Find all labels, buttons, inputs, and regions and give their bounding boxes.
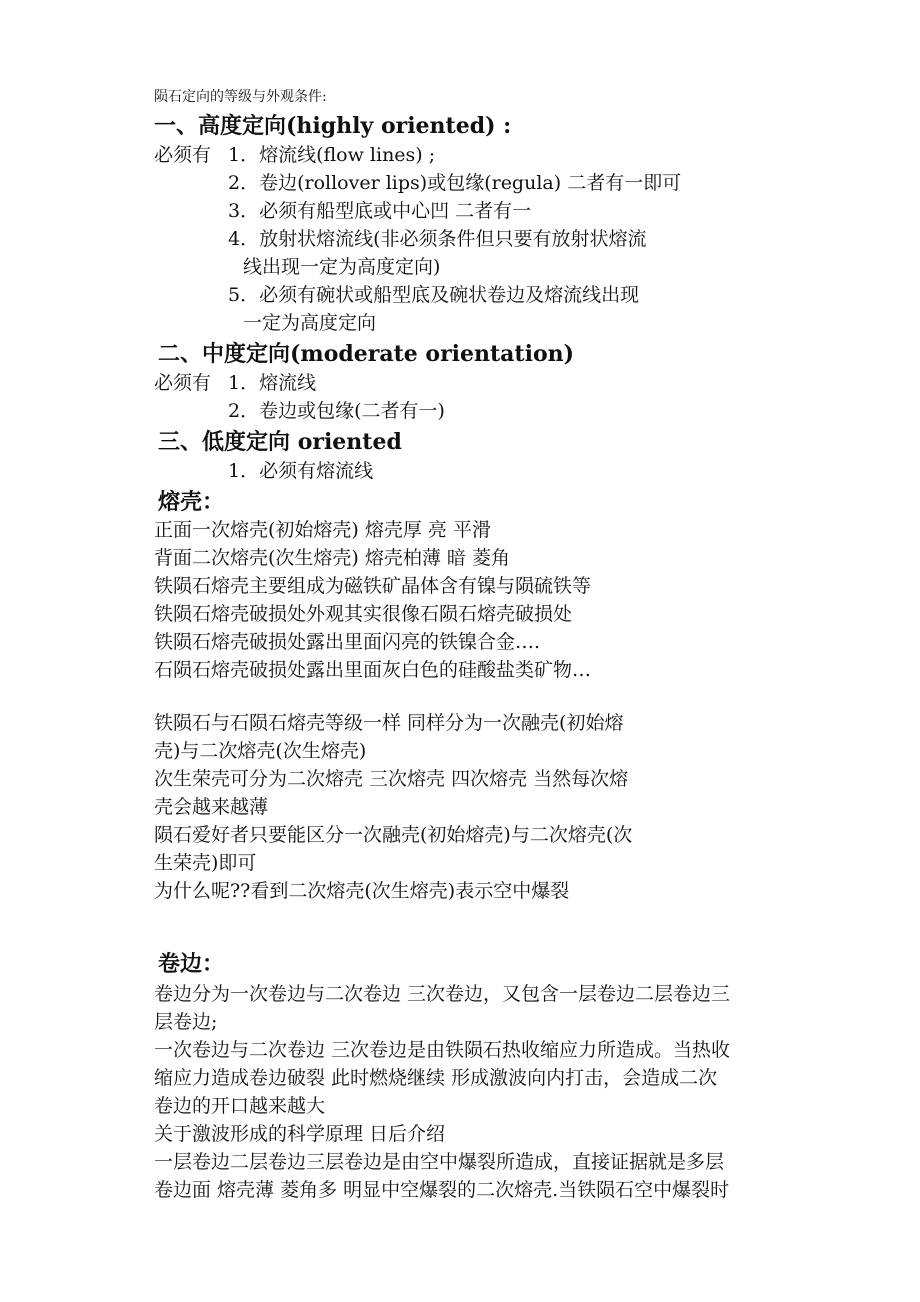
heading-highly-oriented: 一、高度定向(highly oriented) :	[154, 113, 512, 139]
crust-para-line-1: 铁陨石与石陨石熔壳等级一样 同样分为一次融壳(初始熔	[154, 712, 624, 734]
lip-line-3: 一次卷边与二次卷边 三次卷边是由铁陨石热收缩应力所造成。当热收	[154, 1039, 731, 1061]
s1-item-5: 5．必须有碗状或船型底及碗状卷边及熔流线出现	[228, 284, 640, 306]
crust-para-line-7: 为什么呢??看到二次熔壳(次生熔壳)表示空中爆裂	[154, 880, 570, 902]
s2-item-1: 1．熔流线	[228, 372, 317, 394]
lip-line-7: 一层卷边二层卷边三层卷边是由空中爆裂所造成，直接证据就是多层	[154, 1151, 725, 1173]
crust-line-6: 石陨石熔壳破损处露出里面灰白色的硅酸盐类矿物…	[154, 659, 592, 681]
heading-low-orientation-cn: 三、低度定向	[158, 429, 291, 455]
crust-para-line-2: 壳)与二次熔壳(次生熔壳)	[154, 740, 367, 762]
heading-low-orientation	[158, 428, 402, 456]
intro-line: 陨石定向的等级与外观条件:	[154, 89, 327, 105]
crust-line-2: 背面二次熔壳(次生熔壳) 熔壳柏薄 暗 菱角	[154, 547, 510, 569]
crust-line-5: 铁陨石熔壳破损处露出里面闪亮的铁镍合金….	[154, 631, 541, 653]
crust-para-line-3: 次生荣壳可分为二次熔壳 三次熔壳 四次熔壳 当然每次熔	[154, 768, 629, 790]
lip-line-2: 层卷边;	[154, 1011, 218, 1033]
lip-line-5: 卷边的开口越来越大	[154, 1095, 326, 1117]
crust-para-line-4: 壳会越来越薄	[154, 796, 269, 818]
crust-line-1: 正面一次熔壳(初始熔壳) 熔壳厚 亮 平滑	[154, 519, 491, 541]
s1-req-prefix: 必须有	[154, 144, 212, 166]
lip-line-8: 卷边面 熔壳薄 菱角多 明显中空爆裂的二次熔壳.当铁陨石空中爆裂时	[154, 1179, 730, 1201]
s1-item-4: 4．放射状熔流线(非必须条件但只要有放射状熔流	[228, 228, 647, 250]
crust-para-line-5: 陨石爱好者只要能区分一次融壳(初始熔壳)与二次熔壳(次	[154, 824, 633, 846]
heading-rollover-lip: 卷边：	[158, 951, 225, 977]
s1-item-5-cont: 一定为高度定向	[243, 312, 377, 334]
s3-item-1: 1．必须有熔流线	[228, 460, 374, 482]
crust-para-line-6: 生荣壳)即可	[154, 852, 257, 874]
s1-item-1: 1．熔流线(flow lines) ;	[228, 144, 436, 166]
lip-line-4: 缩应力造成卷边破裂 此时燃烧继续 形成激波向内打击，会造成二次	[154, 1067, 718, 1089]
crust-line-4: 铁陨石熔壳破损处外观其实很像石陨石熔壳破损处	[154, 603, 573, 625]
crust-line-3: 铁陨石熔壳主要组成为磁铁矿晶体含有镍与陨硫铁等	[154, 575, 592, 597]
lip-line-1: 卷边分为一次卷边与二次卷边 三次卷边，又包含一层卷边二层卷边三	[154, 983, 731, 1005]
heading-moderate-orientation: 二、中度定向(moderate orientation)	[158, 341, 575, 367]
s1-item-3: 3．必须有船型底或中心凹 二者有一	[228, 200, 532, 222]
heading-low-orientation-en: oriented	[297, 429, 402, 455]
heading-fusion-crust: 熔壳：	[158, 489, 225, 515]
lip-line-6: 关于激波形成的科学原理 日后介绍	[154, 1123, 446, 1145]
s1-item-2: 2．卷边(rollover lips)或包缘(regula) 二者有一即可	[228, 172, 682, 194]
s2-req-prefix: 必须有	[154, 372, 212, 394]
s2-item-2: 2．卷边或包缘(二者有一)	[228, 400, 445, 422]
s1-item-4-cont: 线出现一定为高度定向)	[243, 256, 441, 278]
